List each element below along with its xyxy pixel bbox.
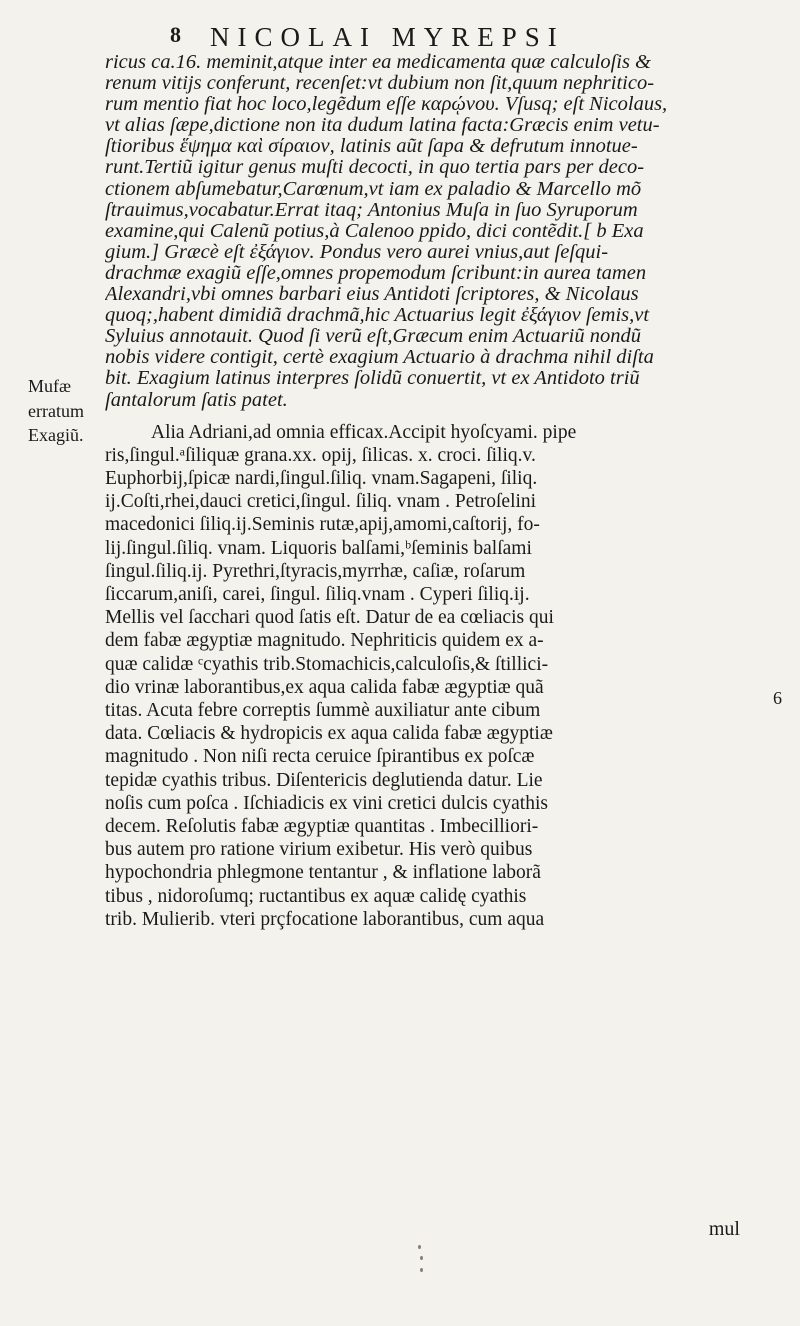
text-line: quoq;,habent dimidiã drachmã,hic Actuarius legit ἐξάγιον ſemis,vt (105, 305, 650, 327)
catchword: mul (708, 1218, 740, 1240)
text-line: trib. Mulierib. vteri prçfocatione laborantibus, cum aqua (105, 908, 545, 930)
text-line: examine,qui Calenũ potius,à Calenoo ppido, dici contẽdit.[ b Exa (105, 220, 644, 242)
text-line: ctionem abſumebatur,Carœnum,vt iam ex paladio & Marcello mõ (105, 178, 642, 200)
text-line: ſingul.ſiliq.ij. Pyrethri,ſtyracis,myrrhæ, caſiæ, roſarum (105, 560, 526, 582)
text-line: ſtrauimus,vocabatur.Errat itaq; Antonius Muſa in ſuo Syruporum (105, 199, 638, 221)
text-line: drachmæ exagiũ eſſe,omnes propemodum ſcribunt:in aurea tamen (105, 262, 647, 284)
text-line: hypochondria phlegmone tentantur , & inflatione laborã (105, 862, 541, 884)
text-line: macedonici ſiliq.ij.Seminis rutæ,apij,amomi,caſtorij, fo- (105, 514, 540, 536)
text-line: Alia Adriani,ad omnia efficax.Accipit hyoſcyami. pipe (151, 421, 577, 443)
text-line: nobis videre contigit, certè exagium Actuario à drachma nihil diſta (105, 347, 654, 369)
text-line: dem fabæ ægyptiæ magnitudo. Nephriticis quidem ex a- (105, 630, 544, 652)
text-line: bit. Exagium latinus interpres ſolidũ conuertit, vt ex Antidoto triũ (105, 368, 640, 390)
text-line: tibus , nidoroſumq; ructantibus ex aquæ calidę cyathis (105, 885, 527, 907)
text-line: Euphorbij,ſpicæ nardi,ſingul.ſiliq. vnam.Sagapeni, ſiliq. (105, 468, 538, 489)
text-line: quæ calidæ ᶜcyathis trib.Stomachicis,calculoſis,& ſtillici- (105, 653, 549, 675)
text-line: noſis cum poſca . Iſchiadicis ex vini cretici dulcis cyathis (105, 792, 548, 814)
recipe-paragraph (105, 421, 735, 931)
margin-note-musae: Mufæ (28, 376, 72, 396)
text-line: ricus ca.16. meminit,atque inter ea medicamenta quæ calculoſis & (105, 52, 652, 73)
text-line: lij.ſingul.ſiliq. vnam. Liquoris balſami,ᵇſeminis balſami (105, 537, 532, 559)
text-line: Syluius annotauit. Quod ſi verũ eſt,Græcum enim Actuariũ nondũ (105, 326, 641, 348)
margin-sign: 6 (773, 688, 782, 708)
text-line: magnitudo . Non niſi recta ceruice ſpirantibus ex poſcæ (105, 746, 535, 768)
text-line: ris,ſingul.ᵃſiliquæ grana.xx. opij, ſilicas. x. croci. ſiliq.v. (105, 444, 536, 466)
text-line: tepidæ cyathis tribus. Diſentericis deglutienda datur. Lie (105, 769, 543, 791)
text-line: rum mentio fiat hoc loco,legẽdum eſſe καρῴνου. Vſusq; eſt Nicolaus, (105, 94, 668, 116)
text-line: ſantalorum ſatis patet. (105, 389, 288, 411)
running-title: NICOLAI MYREPSI (210, 22, 565, 52)
text-line: runt.Tertiũ igitur genus muſti decocti, in quo tertia pars per deco- (105, 157, 645, 179)
margin-note-exagium: Exagiũ. (28, 425, 84, 445)
text-line: titas. Acuta febre correptis ſummè auxiliatur ante cibum (105, 700, 541, 722)
text-line: bus autem pro ratione virium exibetur. His verò quibus (105, 839, 533, 861)
text-line: vt alias ſæpe,dictione non ita dudum latina facta:Græcis enim vetu- (105, 115, 660, 137)
text-line: ſtioribus ἕψημα καὶ σίραιον, latinis aũt ſapa & defrutum innotue- (105, 136, 638, 158)
main-text (105, 52, 735, 931)
paper-speck (420, 1256, 423, 1260)
text-line: Mellis vel ſacchari quod ſatis eſt. Datur de ea cœliacis qui (105, 607, 554, 629)
text-line: renum vitijs conferunt, recenſet:vt dubium non ſit,quum nephritico- (105, 73, 655, 95)
margin-note-erratum: erratum (28, 401, 84, 421)
text-line: ſiccarum,aniſi, carei, ſingul. ſiliq.vnam . Cyperi ſiliq.ij. (105, 584, 530, 606)
text-line: ij.Coſti,rhei,dauci cretici,ſingul. ſiliq. vnam . Petroſelini (105, 491, 537, 513)
text-line: gium.] Græcè eſt ἐξάγιον. Pondus vero aurei vnius,aut ſeſqui- (105, 241, 609, 263)
text-line: decem. Reſolutis fabæ ægyptiæ quantitas . Imbecilliori- (105, 816, 539, 838)
paper-speck (420, 1268, 423, 1272)
paper-speck (418, 1245, 421, 1249)
commentary-paragraph (105, 52, 735, 411)
page-number: 8 (170, 22, 181, 47)
text-line: dio vrinæ laborantibus,ex aqua calida fabæ ægyptiæ quã (105, 676, 544, 698)
text-line: Alexandri,vbi omnes barbari eius Antidoti ſcriptores, & Nicolaus (105, 284, 639, 306)
text-line: data. Cœliacis & hydropicis ex aqua calida fabæ ægyptiæ (105, 723, 553, 745)
